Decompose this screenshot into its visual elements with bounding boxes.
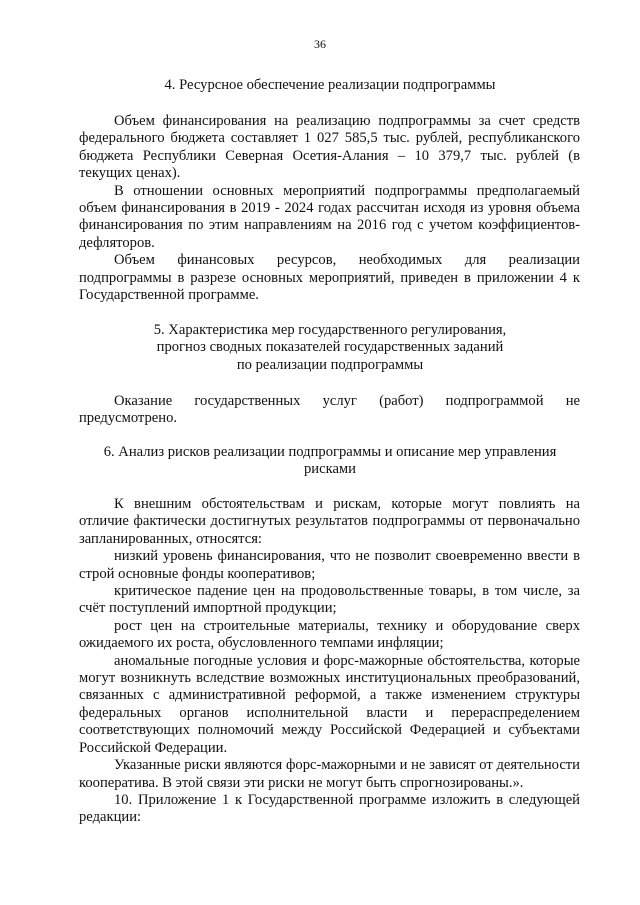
section-5-body xyxy=(79,393,580,428)
amendment-paragraph: 10. Приложение 1 к Государственной программе изложить в следующей редакции: xyxy=(79,791,580,826)
section-6-heading-line: 6. Анализ рисков реализации подпрограммы и описание мер управления xyxy=(103,444,557,460)
page-number: 36 xyxy=(314,37,326,51)
section-4-paragraph-estimate: В отношении основных мероприятий подпрограммы предполагаемый объем финансирования в 2019 - 2024 годах рассчитан исходя из уровня объема финансирования по этим направлениям на 2016 год с учетом коэффициентов-дефляторов. xyxy=(79,182,580,251)
section-4-paragraph-resources: Объем финансовых ресурсов, необходимых для реализации подпрограммы в разрезе основных мероприятий, приведен в приложении 4 к Государственной программе. xyxy=(79,252,580,304)
section-6-risk-item: рост цен на строительные материалы, технику и оборудование сверх ожидаемого их роста, обусловленного темпами инфляции; xyxy=(79,617,580,652)
section-6-risk-item: критическое падение цен на продовольственные товары, в том числе, за счёт поступлений импортной продукции; xyxy=(79,583,580,617)
section-6-paragraph-intro: К внешним обстоятельствам и рискам, которые могут повлиять на отличие фактически достигнутых результатов подпрограммы от первоначально запланированных, относятся: xyxy=(79,496,580,547)
section-5-heading xyxy=(80,322,580,374)
section-6-risk-item: низкий уровень финансирования, что не позволит своевременно ввести в строй основные фонды кооперативов; xyxy=(79,548,580,582)
section-4-heading: 4. Ресурсное обеспечение реализации подпрограммы xyxy=(164,77,496,93)
section-4-body xyxy=(79,113,580,304)
section-6-risk-item: аномальные погодные условия и форс-мажорные обстоятельства, которые могут возникнуть вследствие возможных институциональных преобразований, связанных с административной реформой, а также изменением структуры федеральных органов исполнительной власти и перераспределением соответствующих полномочий между Российской Федерацией и субъектами Российской Федерации. xyxy=(79,652,580,756)
section-6-heading xyxy=(80,444,580,479)
section-5-heading-line: 5. Характеристика мер государственного регулирования, xyxy=(153,322,507,338)
section-5-heading-line: по реализации подпрограммы xyxy=(236,356,424,373)
section-6-paragraph-conclusion: Указанные риски являются форс-мажорными и не зависят от деятельности кооператива. В этой связи эти риски не могут быть спрогнозированы.». xyxy=(79,757,580,791)
section-6-body xyxy=(79,496,580,827)
section-5-paragraph: Оказание государственных услуг (работ) подпрограммой не предусмотрено. xyxy=(79,393,580,427)
section-4-paragraph-funding: Объем финансирования на реализацию подпрограммы за счет средств федерального бюджета составляет 1 027 585,5 тыс. рублей, республиканского бюджета Республики Северная Осетия-Алания – 10 379,7 тыс. рублей (в текущих ценах). xyxy=(79,113,580,182)
section-5-heading-line: прогноз сводных показателей государственных заданий xyxy=(156,339,504,356)
section-6-heading-line: рисками xyxy=(304,461,356,478)
